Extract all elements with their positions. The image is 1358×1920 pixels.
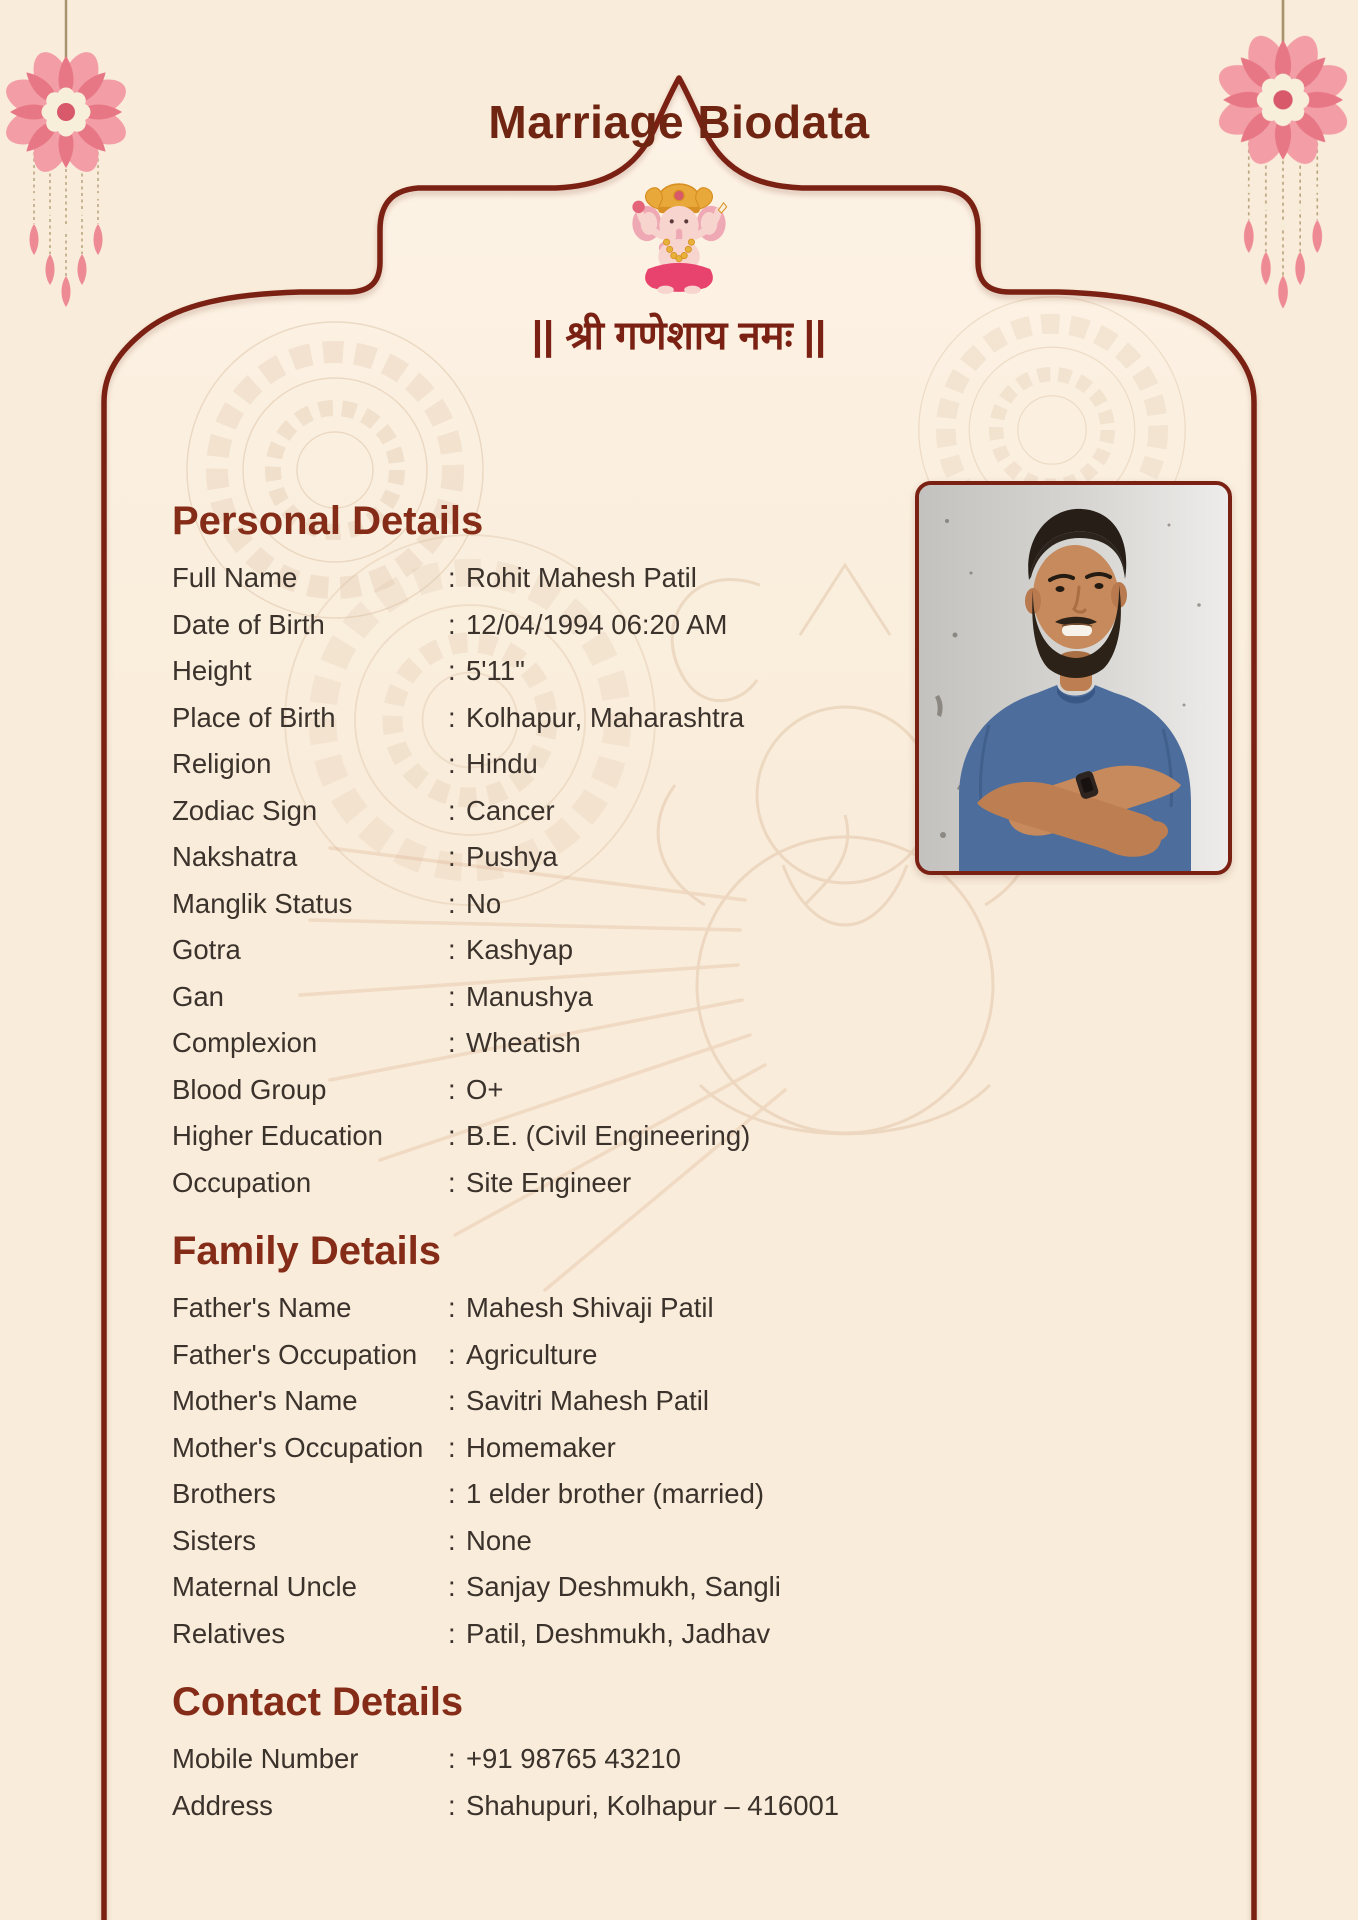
section-rows: [172, 1731, 912, 1829]
detail-label: Manglik Status: [172, 887, 353, 919]
detail-label: Father's Name: [172, 1292, 352, 1324]
detail-row: [172, 788, 912, 835]
detail-row: [172, 1020, 912, 1067]
detail-colon: :: [448, 1617, 456, 1649]
section-personal-details: [172, 498, 912, 1206]
detail-row: [172, 741, 912, 788]
detail-value: Pushya: [466, 841, 558, 873]
detail-row: [172, 1783, 912, 1830]
detail-row: [172, 1518, 912, 1565]
detail-colon: :: [448, 655, 456, 687]
detail-colon: :: [448, 1338, 456, 1370]
detail-label: Gotra: [172, 934, 241, 966]
section-heading: Personal Details: [172, 499, 484, 543]
detail-colon: :: [448, 1166, 456, 1198]
detail-value: Patil, Deshmukh, Jadhav: [466, 1617, 771, 1649]
detail-value: 12/04/1994 06:20 AM: [466, 608, 728, 640]
detail-row: [172, 1160, 912, 1207]
detail-label: Higher Education: [172, 1120, 383, 1152]
detail-label: Gan: [172, 980, 224, 1012]
profile-photo-frame: [915, 481, 1232, 875]
detail-row: [172, 1113, 912, 1160]
detail-value: O+: [466, 1073, 504, 1105]
detail-row: [172, 1425, 912, 1472]
detail-row: [172, 1067, 912, 1114]
detail-row: [172, 881, 912, 928]
detail-label: Place of Birth: [172, 701, 336, 733]
detail-value: None: [466, 1524, 532, 1556]
detail-colon: :: [448, 1478, 456, 1510]
detail-label: Religion: [172, 748, 272, 780]
detail-colon: :: [448, 562, 456, 594]
detail-label: Relatives: [172, 1617, 286, 1649]
detail-colon: :: [448, 1120, 456, 1152]
hanging-flower-right-icon: [1213, 0, 1353, 308]
detail-value: Cancer: [466, 794, 555, 826]
detail-row: [172, 834, 912, 881]
section-heading: Family Details: [172, 1229, 442, 1273]
detail-row: [172, 695, 912, 742]
detail-value: Sanjay Deshmukh, Sangli: [466, 1571, 781, 1603]
detail-label: Occupation: [172, 1166, 312, 1198]
detail-colon: :: [448, 748, 456, 780]
section-contact-details: [172, 1679, 912, 1829]
detail-value: 5'11": [466, 655, 525, 687]
page-title: Marriage Biodata: [488, 96, 870, 148]
detail-colon: :: [448, 701, 456, 733]
detail-row: [172, 927, 912, 974]
detail-value: Hindu: [466, 748, 538, 780]
detail-value: Shahupuri, Kolhapur – 416001: [466, 1789, 840, 1821]
detail-label: Full Name: [172, 562, 298, 594]
detail-row: [172, 1564, 912, 1611]
detail-row: [172, 648, 912, 695]
hanging-flower-left-icon: [0, 0, 131, 307]
detail-label: Complexion: [172, 1027, 318, 1059]
detail-row: [172, 1736, 912, 1783]
detail-colon: :: [448, 1743, 456, 1775]
ganesha-icon: [616, 182, 742, 296]
detail-row: [172, 1285, 912, 1332]
detail-label: Blood Group: [172, 1073, 327, 1105]
section-rows: [172, 550, 912, 1206]
detail-colon: :: [448, 980, 456, 1012]
detail-row: [172, 1378, 912, 1425]
detail-value: Manushya: [466, 980, 593, 1012]
section-rows: [172, 1280, 912, 1657]
detail-colon: :: [448, 1292, 456, 1324]
detail-value: Homemaker: [466, 1431, 616, 1463]
detail-label: Brothers: [172, 1478, 276, 1510]
detail-label: Zodiac Sign: [172, 794, 318, 826]
detail-value: Wheatish: [466, 1027, 581, 1059]
detail-label: Address: [172, 1789, 273, 1821]
detail-colon: :: [448, 887, 456, 919]
detail-value: B.E. (Civil Engineering): [466, 1120, 751, 1152]
detail-row: [172, 555, 912, 602]
detail-colon: :: [448, 608, 456, 640]
detail-colon: :: [448, 1073, 456, 1105]
detail-label: Sisters: [172, 1524, 257, 1556]
detail-value: Agriculture: [466, 1338, 598, 1370]
detail-value: No: [466, 887, 502, 919]
detail-row: [172, 1471, 912, 1518]
detail-label: Date of Birth: [172, 608, 325, 640]
portrait-illustration: [919, 485, 1228, 871]
detail-label: Father's Occupation: [172, 1338, 418, 1370]
details-sections: [172, 498, 912, 1851]
detail-colon: :: [448, 1027, 456, 1059]
section-family-details: [172, 1228, 912, 1657]
detail-colon: :: [448, 934, 456, 966]
detail-value: Rohit Mahesh Patil: [466, 562, 697, 594]
detail-row: [172, 974, 912, 1021]
detail-colon: :: [448, 1524, 456, 1556]
detail-label: Mother's Name: [172, 1385, 358, 1417]
detail-row: [172, 1332, 912, 1379]
detail-label: Nakshatra: [172, 841, 298, 873]
detail-colon: :: [448, 1431, 456, 1463]
detail-value: Kolhapur, Maharashtra: [466, 701, 745, 733]
detail-label: Height: [172, 655, 252, 687]
detail-value: Kashyap: [466, 934, 574, 966]
detail-label: Maternal Uncle: [172, 1571, 357, 1603]
detail-label: Mother's Occupation: [172, 1431, 424, 1463]
detail-colon: :: [448, 1571, 456, 1603]
detail-row: [172, 1611, 912, 1658]
detail-value: Savitri Mahesh Patil: [466, 1385, 710, 1417]
detail-colon: :: [448, 841, 456, 873]
invocation-text: || श्री गणेशाय नमः ||: [531, 314, 827, 358]
detail-row: [172, 602, 912, 649]
detail-colon: :: [448, 1789, 456, 1821]
detail-value: Site Engineer: [466, 1166, 632, 1198]
section-heading: Contact Details: [172, 1680, 464, 1724]
detail-value: Mahesh Shivaji Patil: [466, 1292, 714, 1324]
detail-value: +91 98765 43210: [466, 1743, 681, 1775]
detail-colon: :: [448, 1385, 456, 1417]
detail-label: Mobile Number: [172, 1743, 359, 1775]
detail-colon: :: [448, 794, 456, 826]
detail-value: 1 elder brother (married): [466, 1478, 765, 1510]
